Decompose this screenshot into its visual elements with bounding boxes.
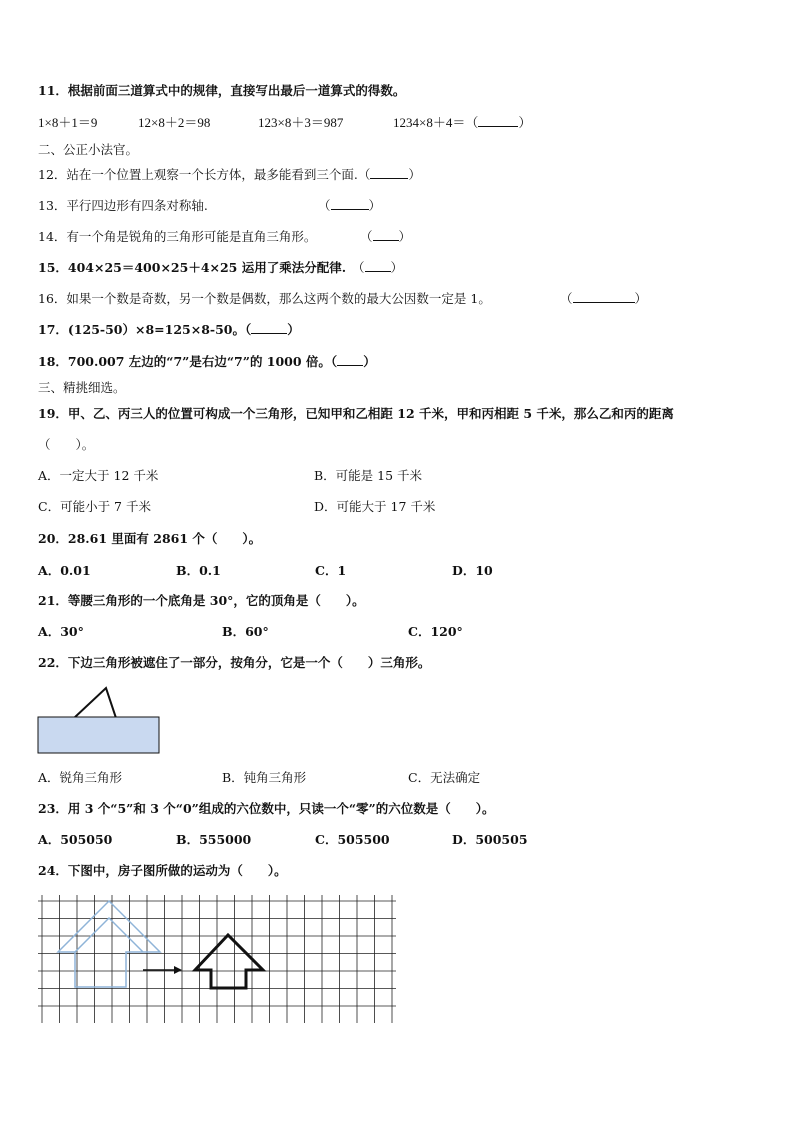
q19-option-d[interactable]: D．可能大于 17 千米 bbox=[314, 499, 436, 514]
q19-option-b[interactable]: B．可能是 15 千米 bbox=[314, 468, 423, 483]
answer-blank[interactable] bbox=[337, 353, 363, 366]
question-24: 24．下图中，房子图所做的运动为（ ）。 bbox=[38, 863, 287, 878]
formula-2: 12×8＋2＝98 bbox=[138, 115, 211, 130]
question-19-paren: （ ）。 bbox=[38, 437, 95, 452]
answer-blank[interactable] bbox=[365, 259, 391, 272]
answer-blank[interactable] bbox=[573, 290, 635, 303]
answer-blank[interactable] bbox=[370, 166, 408, 179]
arrow-head bbox=[174, 966, 182, 974]
q20-option-c[interactable]: C．1 bbox=[315, 563, 347, 578]
answer-blank[interactable] bbox=[478, 114, 518, 127]
question-19: 19．甲、乙、丙三人的位置可构成一个三角形，已知甲和乙相距 12 千米，甲和丙相距 5 千米，那么乙和丙的距离 bbox=[38, 406, 674, 421]
question-14-answer: （ ） bbox=[360, 229, 412, 244]
moved-house bbox=[195, 935, 263, 988]
q21-option-a[interactable]: A．30° bbox=[38, 624, 84, 639]
question-21: 21．等腰三角形的一个底角是 30°，它的顶角是（ ）。 bbox=[38, 593, 365, 608]
question-23: 23．用 3 个“5”和 3 个“0”组成的六位数中，只读一个“零”的六位数是（ ）。 bbox=[38, 801, 495, 816]
q23-option-a[interactable]: A．505050 bbox=[38, 832, 113, 847]
q20-option-d[interactable]: D．10 bbox=[452, 563, 493, 578]
question-15-answer: （ ） bbox=[352, 260, 404, 275]
q22-option-c[interactable]: C．无法确定 bbox=[408, 770, 481, 785]
q22-option-a[interactable]: A．锐角三角形 bbox=[38, 770, 123, 785]
q19-option-a[interactable]: A．一定大于 12 千米 bbox=[38, 468, 159, 483]
q21-option-c[interactable]: C．120° bbox=[408, 624, 463, 639]
question-16: 16．如果一个数是奇数，另一个数是偶数，那么这两个数的最大公因数一定是 1。 bbox=[38, 291, 491, 306]
q23-option-c[interactable]: C．505500 bbox=[315, 832, 390, 847]
grid bbox=[38, 895, 396, 1023]
q22-option-b[interactable]: B．钝角三角形 bbox=[222, 770, 307, 785]
question-20: 20．28.61 里面有 2861 个（ ）。 bbox=[38, 531, 262, 546]
question-13: 13．平行四边形有四条对称轴. bbox=[38, 198, 208, 213]
answer-blank[interactable] bbox=[373, 228, 399, 241]
original-house bbox=[58, 901, 160, 987]
formula-4: 1234×8＋4＝（ ） bbox=[393, 115, 532, 130]
q19-option-c[interactable]: C．可能小于 7 千米 bbox=[38, 499, 151, 514]
house-grid-figure bbox=[38, 895, 398, 1025]
covered-triangle-figure bbox=[30, 680, 170, 760]
q20-option-b[interactable]: B．0.1 bbox=[176, 563, 221, 578]
question-11: 11．根据前面三道算式中的规律，直接写出最后一道算式的得数。 bbox=[38, 83, 406, 98]
q21-option-b[interactable]: B．60° bbox=[222, 624, 269, 639]
question-18: 18．700.007 左边的“7”是右边“7”的 1000 倍。（ ） bbox=[38, 354, 376, 369]
question-15: 15．404×25＝400×25＋4×25 运用了乘法分配律. bbox=[38, 260, 347, 275]
question-14: 14．有一个角是锐角的三角形可能是直角三角形。 bbox=[38, 229, 317, 244]
question-22: 22．下边三角形被遮住了一部分，按角分，它是一个（ ）三角形。 bbox=[38, 655, 431, 670]
answer-blank[interactable] bbox=[331, 197, 369, 210]
question-16-answer: （ ） bbox=[560, 291, 648, 306]
section-2-heading: 二、公正小法官。 bbox=[38, 142, 139, 157]
formula-1: 1×8＋1＝9 bbox=[38, 115, 98, 130]
question-17: 17．(125-50）×8=125×8-50。（ ） bbox=[38, 322, 300, 337]
formula-3: 123×8＋3＝987 bbox=[258, 115, 344, 130]
q20-option-a[interactable]: A．0.01 bbox=[38, 563, 91, 578]
q23-option-b[interactable]: B．555000 bbox=[176, 832, 252, 847]
cover-rectangle bbox=[38, 717, 159, 753]
question-12: 12．站在一个位置上观察一个长方体，最多能看到三个面.（ ） bbox=[38, 167, 421, 182]
triangle-tip bbox=[74, 688, 116, 718]
q23-option-d[interactable]: D．500505 bbox=[452, 832, 528, 847]
answer-blank[interactable] bbox=[251, 321, 287, 334]
section-3-heading: 三、精挑细选。 bbox=[38, 380, 126, 395]
question-13-answer: （ ） bbox=[318, 198, 382, 213]
